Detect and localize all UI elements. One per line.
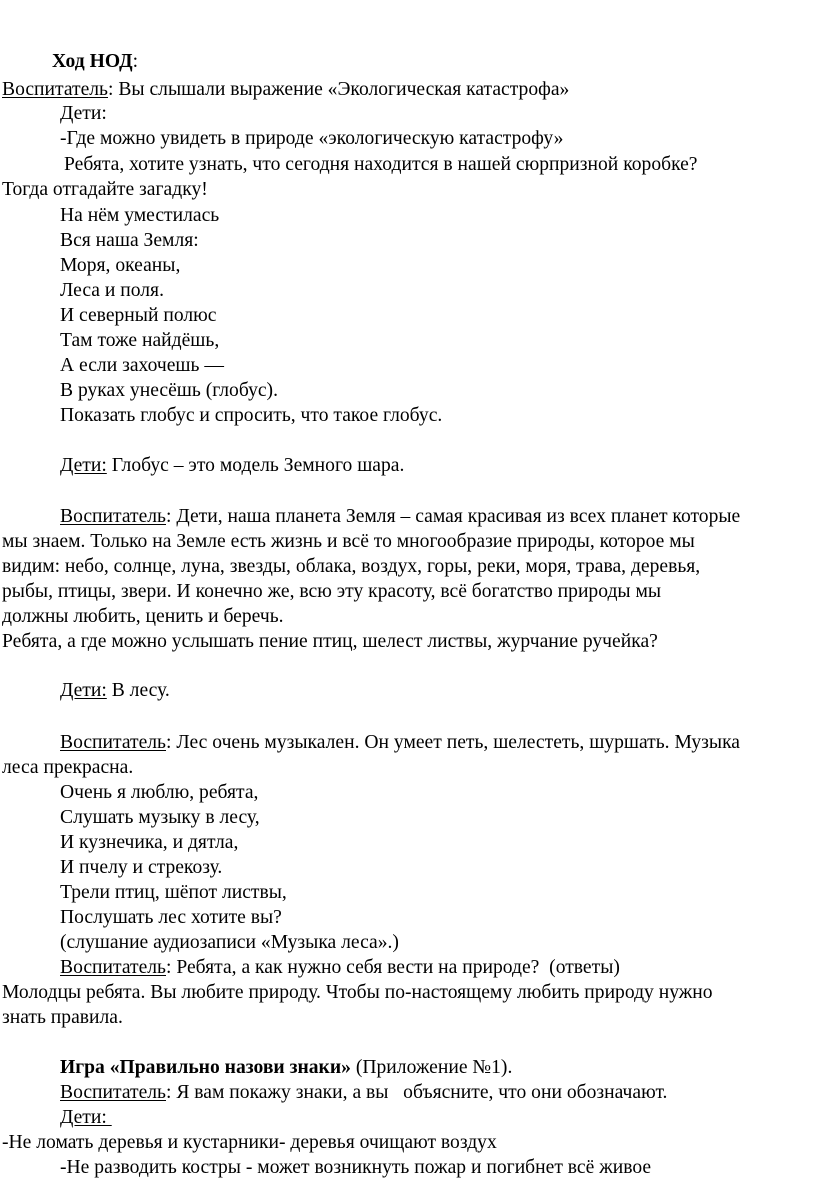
riddle-line: И северный полюс bbox=[60, 305, 217, 326]
game-appendix: (Приложение №1). bbox=[350, 1057, 513, 1078]
forest-answer-text: В лесу. bbox=[106, 680, 170, 701]
game-title-line bbox=[60, 1056, 512, 1080]
speaker-label: Дети: bbox=[60, 680, 107, 701]
box-question-line1: Ребята, хотите узнать, что сегодня находится в нашей сюрпризной коробке? bbox=[64, 154, 698, 175]
speaker-label: Воспитатель bbox=[60, 1082, 166, 1103]
planet-paragraph-line: должны любить, ценить и беречь. bbox=[2, 606, 284, 627]
forest-answer-line bbox=[60, 679, 170, 703]
poem-line: Послушать лес хотите вы? bbox=[60, 907, 282, 928]
game-instruction: : Я вам покажу знаки, а вы объясните, что они обозначают. bbox=[166, 1082, 668, 1103]
rule-line: -Не ломать деревья и кустарники- деревья очищают воздух bbox=[2, 1132, 497, 1153]
intro-question-line bbox=[2, 78, 569, 102]
riddle-line: В руках унесёшь (глобус). bbox=[60, 380, 278, 401]
children-label: Дети: bbox=[60, 1107, 112, 1128]
planet-paragraph-line: видим: небо, солнце, луна, звезды, облака, воздух, горы, реки, моря, трава, деревья, bbox=[2, 556, 701, 577]
globe-answer-line bbox=[60, 454, 404, 478]
planet-text: : Дети, наша планета Земля – самая красивая из всех планет которые bbox=[166, 506, 741, 527]
poem-line: Очень я люблю, ребята, bbox=[60, 782, 259, 803]
rule-line: -Не разводить костры - может возникнуть пожар и погибнет всё живое bbox=[60, 1157, 652, 1178]
riddle-line: Леса и поля. bbox=[60, 280, 164, 301]
speaker-label: Воспитатель bbox=[60, 957, 166, 978]
poem-line: И кузнечика, и дятла, bbox=[60, 832, 239, 853]
planet-paragraph-line: мы знаем. Только на Земле есть жизнь и всё то многообразие природы, которое мы bbox=[2, 531, 695, 552]
poem-line: Слушать музыку в лесу, bbox=[60, 807, 260, 828]
poem-line: Трели птиц, шёпот листвы, bbox=[60, 882, 287, 903]
children-label: Дети: bbox=[60, 103, 107, 124]
behavior-question-line bbox=[60, 956, 620, 980]
riddle-line: На нём уместилась bbox=[60, 205, 220, 226]
speaker-label: Дети: bbox=[60, 455, 107, 476]
forest-paragraph-line1 bbox=[60, 731, 740, 755]
game-children-line bbox=[60, 1106, 112, 1130]
planet-paragraph-line1 bbox=[60, 505, 740, 529]
behavior-line1: Молодцы ребята. Вы любите природу. Чтобы по-настоящему любить природу нужно bbox=[2, 982, 713, 1003]
riddle-instruction: Показать глобус и спросить, что такое глобус. bbox=[60, 405, 443, 426]
game-instruction-line bbox=[60, 1081, 667, 1105]
audio-note: (слушание аудиозаписи «Музыка леса».) bbox=[60, 932, 399, 953]
behavior-question: : Ребята, а как нужно себя вести на природе? (ответы) bbox=[166, 957, 620, 978]
box-question-line2: Тогда отгадайте загадку! bbox=[2, 179, 208, 200]
forest-question: Ребята, а где можно услышать пение птиц, шелест листвы, журчание ручейка? bbox=[2, 631, 658, 652]
planet-paragraph-line: рыбы, птицы, звери. И конечно же, всю эту красоту, всё богатство природы мы bbox=[2, 581, 662, 602]
forest-paragraph-line2: леса прекрасна. bbox=[2, 757, 134, 778]
game-title: Игра «Правильно назови знаки» bbox=[60, 1057, 351, 1078]
intro-question: : Вы слышали выражение «Экологическая катастрофа» bbox=[108, 79, 570, 100]
intro-answer: -Где можно увидеть в природе «экологическую катастрофу» bbox=[60, 128, 564, 149]
riddle-line: А если захочешь — bbox=[60, 355, 224, 376]
riddle-line: Вся наша Земля: bbox=[60, 230, 199, 251]
globe-answer-text: Глобус – это модель Земного шара. bbox=[106, 455, 405, 476]
speaker-label: Воспитатель bbox=[60, 506, 166, 527]
speaker-label: Воспитатель bbox=[60, 732, 166, 753]
forest-text: : Лес очень музыкален. Он умеет петь, шелестеть, шуршать. Музыка bbox=[166, 732, 740, 753]
riddle-line: Моря, океаны, bbox=[60, 255, 181, 276]
behavior-line2: знать правила. bbox=[2, 1007, 123, 1028]
riddle-line: Там тоже найдёшь, bbox=[60, 330, 220, 351]
heading-colon: : bbox=[132, 51, 139, 72]
speaker-label: Воспитатель bbox=[2, 79, 108, 100]
heading-label: Ход НОД bbox=[52, 51, 133, 72]
section-heading bbox=[52, 50, 138, 74]
poem-line: И пчелу и стрекозу. bbox=[60, 857, 223, 878]
